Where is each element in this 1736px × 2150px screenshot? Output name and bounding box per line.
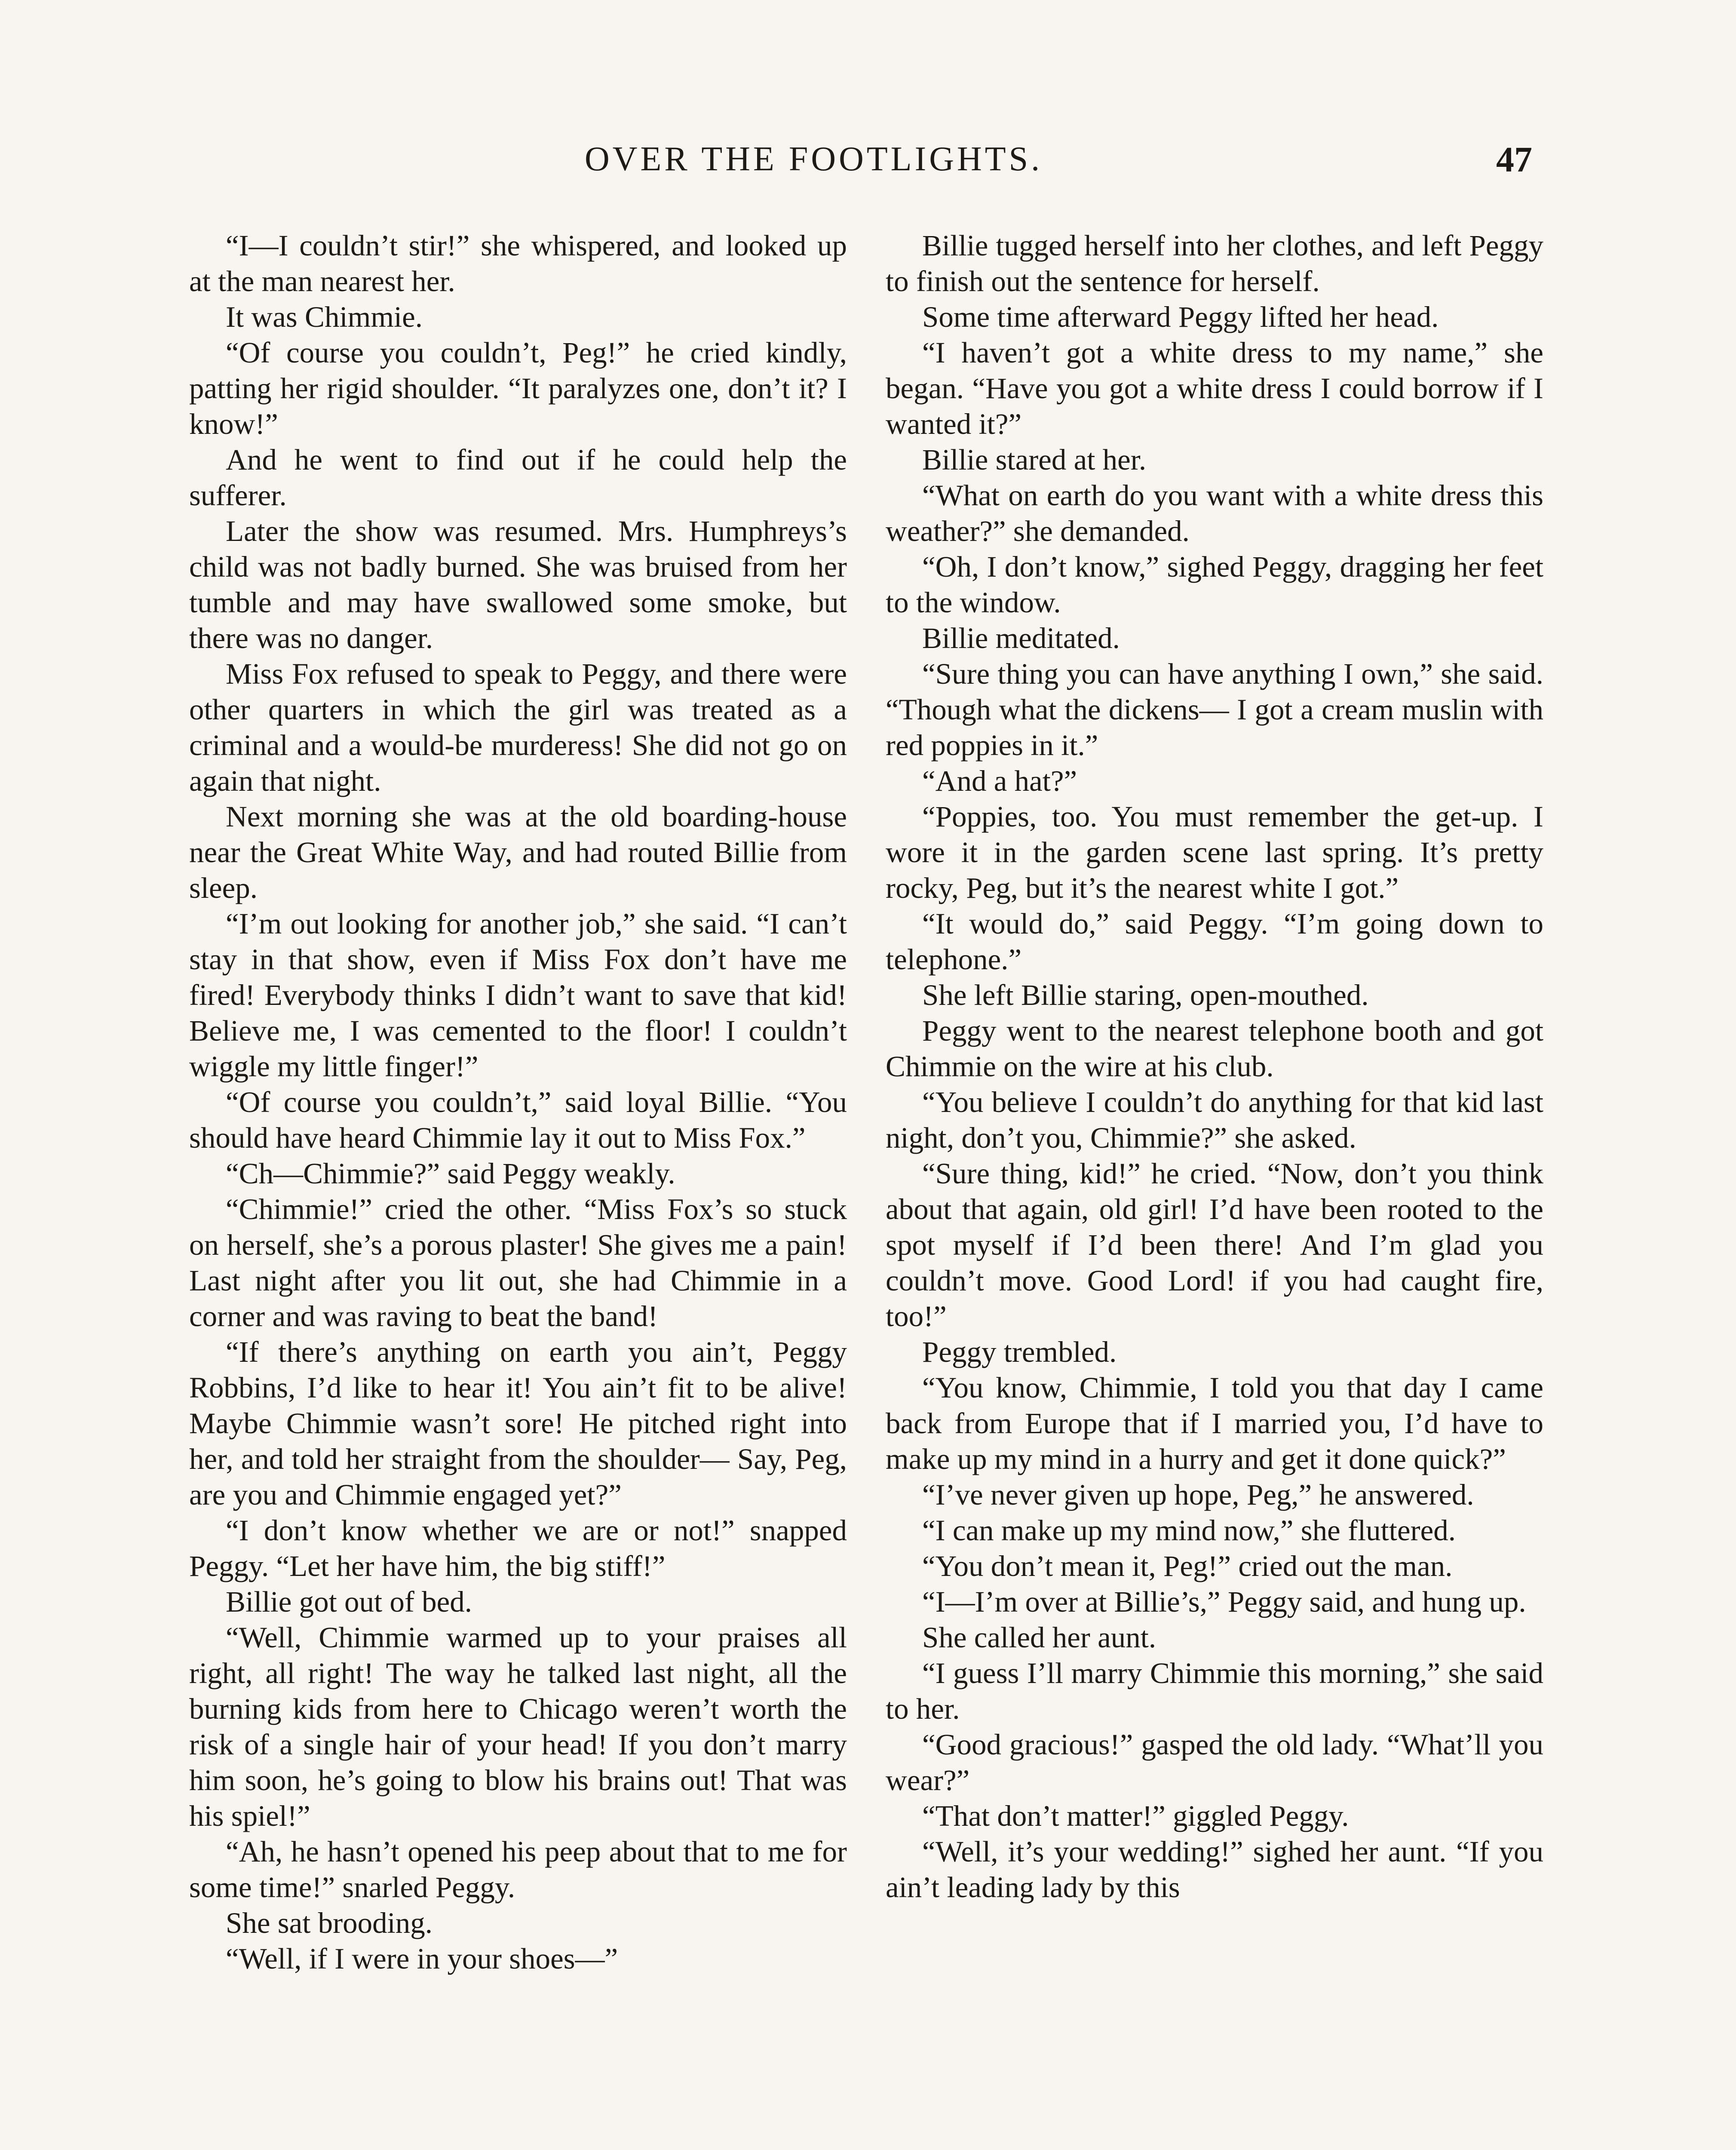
paragraph: “I’ve never given up hope, Peg,” he answered. xyxy=(922,1478,1474,1511)
paragraph: “Of course you couldn’t,” said loyal Billie. “You should have heard Chimmie lay it out to Miss Fox.” xyxy=(189,1086,847,1154)
paragraph: “That don’t matter!” giggled Peggy. xyxy=(922,1800,1349,1832)
paragraph: “You believe I couldn’t do anything for that kid last night, don’t you, Chimmie?” she asked. xyxy=(886,1086,1543,1154)
paragraph: “I—I’m over at Billie’s,” Peggy said, and hung up. xyxy=(922,1585,1526,1618)
paragraph: Billie got out of bed. xyxy=(226,1585,472,1618)
paragraph: “And a hat?” xyxy=(922,765,1077,797)
paragraph: “I guess I’ll marry Chimmie this morning,” she said to her. xyxy=(886,1657,1543,1725)
left-column xyxy=(189,228,847,1977)
paragraph: Later the show was resumed. Mrs. Humphreys’s child was not badly burned. She was bruised from her tumble and may have swallowed some smoke, but there was no danger. xyxy=(189,515,847,654)
paragraph: “What on earth do you want with a white dress this weather?” she demanded. xyxy=(886,479,1543,547)
paragraph: “If there’s anything on earth you ain’t, Peggy Robbins, I’d like to hear it! You ain’t fit to be alive! Maybe Chimmie wasn’t sore! He pitched right into her, and told her straight from the shoulder— Say, Peg, are you and Chimmie engaged yet?” xyxy=(189,1336,847,1511)
running-title: OVER THE FOOTLIGHTS. xyxy=(585,140,1043,178)
paragraph: Some time afterward Peggy lifted her head. xyxy=(922,301,1439,333)
paragraph: “I don’t know whether we are or not!” snapped Peggy. “Let her have him, the big stiff!” xyxy=(189,1514,847,1582)
paragraph: “Sure thing, kid!” he cried. “Now, don’t you think about that again, old girl! I’d have been rooted to the spot myself if I’d been there! And I’m glad you couldn’t move. Good Lord! if you had caught fire, too!” xyxy=(886,1157,1543,1333)
paragraph: “I—I couldn’t stir!” she whispered, and looked up at the man nearest her. xyxy=(189,229,847,298)
paragraph: “I can make up my mind now,” she fluttered. xyxy=(922,1514,1456,1547)
paragraph: “Good gracious!” gasped the old lady. “What’ll you wear?” xyxy=(886,1728,1543,1797)
paragraph: Billie stared at her. xyxy=(922,443,1147,476)
paragraph: “You don’t mean it, Peg!” cried out the man. xyxy=(922,1550,1453,1582)
paragraph: “Ah, he hasn’t opened his peep about that to me for some time!” snarled Peggy. xyxy=(189,1835,847,1904)
paragraph: “You know, Chimmie, I told you that day I came back from Europe that if I married you, I’d have to make up my mind in a hurry and get it done quick?” xyxy=(886,1371,1543,1475)
paragraph: “Chimmie!” cried the other. “Miss Fox’s so stuck on herself, she’s a porous plaster! She gives me a pain! Last night after you lit out, she had Chimmie in a corner and was raving to beat the band! xyxy=(189,1193,847,1333)
paragraph: “Sure thing you can have anything I own,” she said. “Though what the dickens— I got a cream muslin with red poppies in it.” xyxy=(886,657,1543,762)
right-column xyxy=(886,228,1543,1905)
paragraph: Next morning she was at the old boarding-house near the Great White Way, and had routed Billie from sleep. xyxy=(189,800,847,904)
paragraph: “Poppies, too. You must remember the get-up. I wore it in the garden scene last spring. It’s pretty rocky, Peg, but it’s the nearest white I got.” xyxy=(886,800,1543,904)
paragraph: Peggy trembled. xyxy=(922,1336,1117,1368)
paragraph: Miss Fox refused to speak to Peggy, and there were other quarters in which the girl was treated as a criminal and a would-be murderess! She did not go on again that night. xyxy=(189,657,847,797)
paragraph: “I haven’t got a white dress to my name,” she began. “Have you got a white dress I could borrow if I wanted it?” xyxy=(886,336,1543,440)
paragraph: She called her aunt. xyxy=(922,1621,1156,1654)
paragraph: “Well, if I were in your shoes—” xyxy=(226,1942,618,1975)
paragraph: “Oh, I don’t know,” sighed Peggy, dragging her feet to the window. xyxy=(886,550,1543,619)
paragraph: “Well, Chimmie warmed up to your praises all right, all right! The way he talked last night, all the burning kids from here to Chicago weren’t worth the risk of a single hair of your head! If you don’t marry him soon, he’s going to blow his brains out! That was his spiel!” xyxy=(189,1621,847,1832)
paragraph: It was Chimmie. xyxy=(226,301,423,333)
paragraph: She left Billie staring, open-mouthed. xyxy=(922,979,1369,1011)
page-number: 47 xyxy=(1496,140,1532,180)
paragraph: And he went to find out if he could help the sufferer. xyxy=(189,443,847,512)
paragraph: Peggy went to the nearest telephone booth and got Chimmie on the wire at his club. xyxy=(886,1014,1543,1083)
paragraph: She sat brooding. xyxy=(226,1907,433,1939)
paragraph: “Ch—Chimmie?” said Peggy weakly. xyxy=(226,1157,675,1190)
paragraph: “Well, it’s your wedding!” sighed her aunt. “If you ain’t leading lady by this xyxy=(886,1835,1543,1904)
paragraph: “I’m out looking for another job,” she said. “I can’t stay in that show, even if Miss Fox don’t have me fired! Everybody thinks I didn’t want to save that kid! Believe me, I was cemented to the floor! I couldn’t wiggle my little finger!” xyxy=(189,907,847,1083)
paragraph: Billie meditated. xyxy=(922,622,1120,654)
paragraph: “Of course you couldn’t, Peg!” he cried kindly, patting her rigid shoulder. “It paralyzes one, don’t it? I know!” xyxy=(189,336,847,440)
paragraph: “It would do,” said Peggy. “I’m going down to telephone.” xyxy=(886,907,1543,976)
paragraph: Billie tugged herself into her clothes, and left Peggy to finish out the sentence for herself. xyxy=(886,229,1543,298)
